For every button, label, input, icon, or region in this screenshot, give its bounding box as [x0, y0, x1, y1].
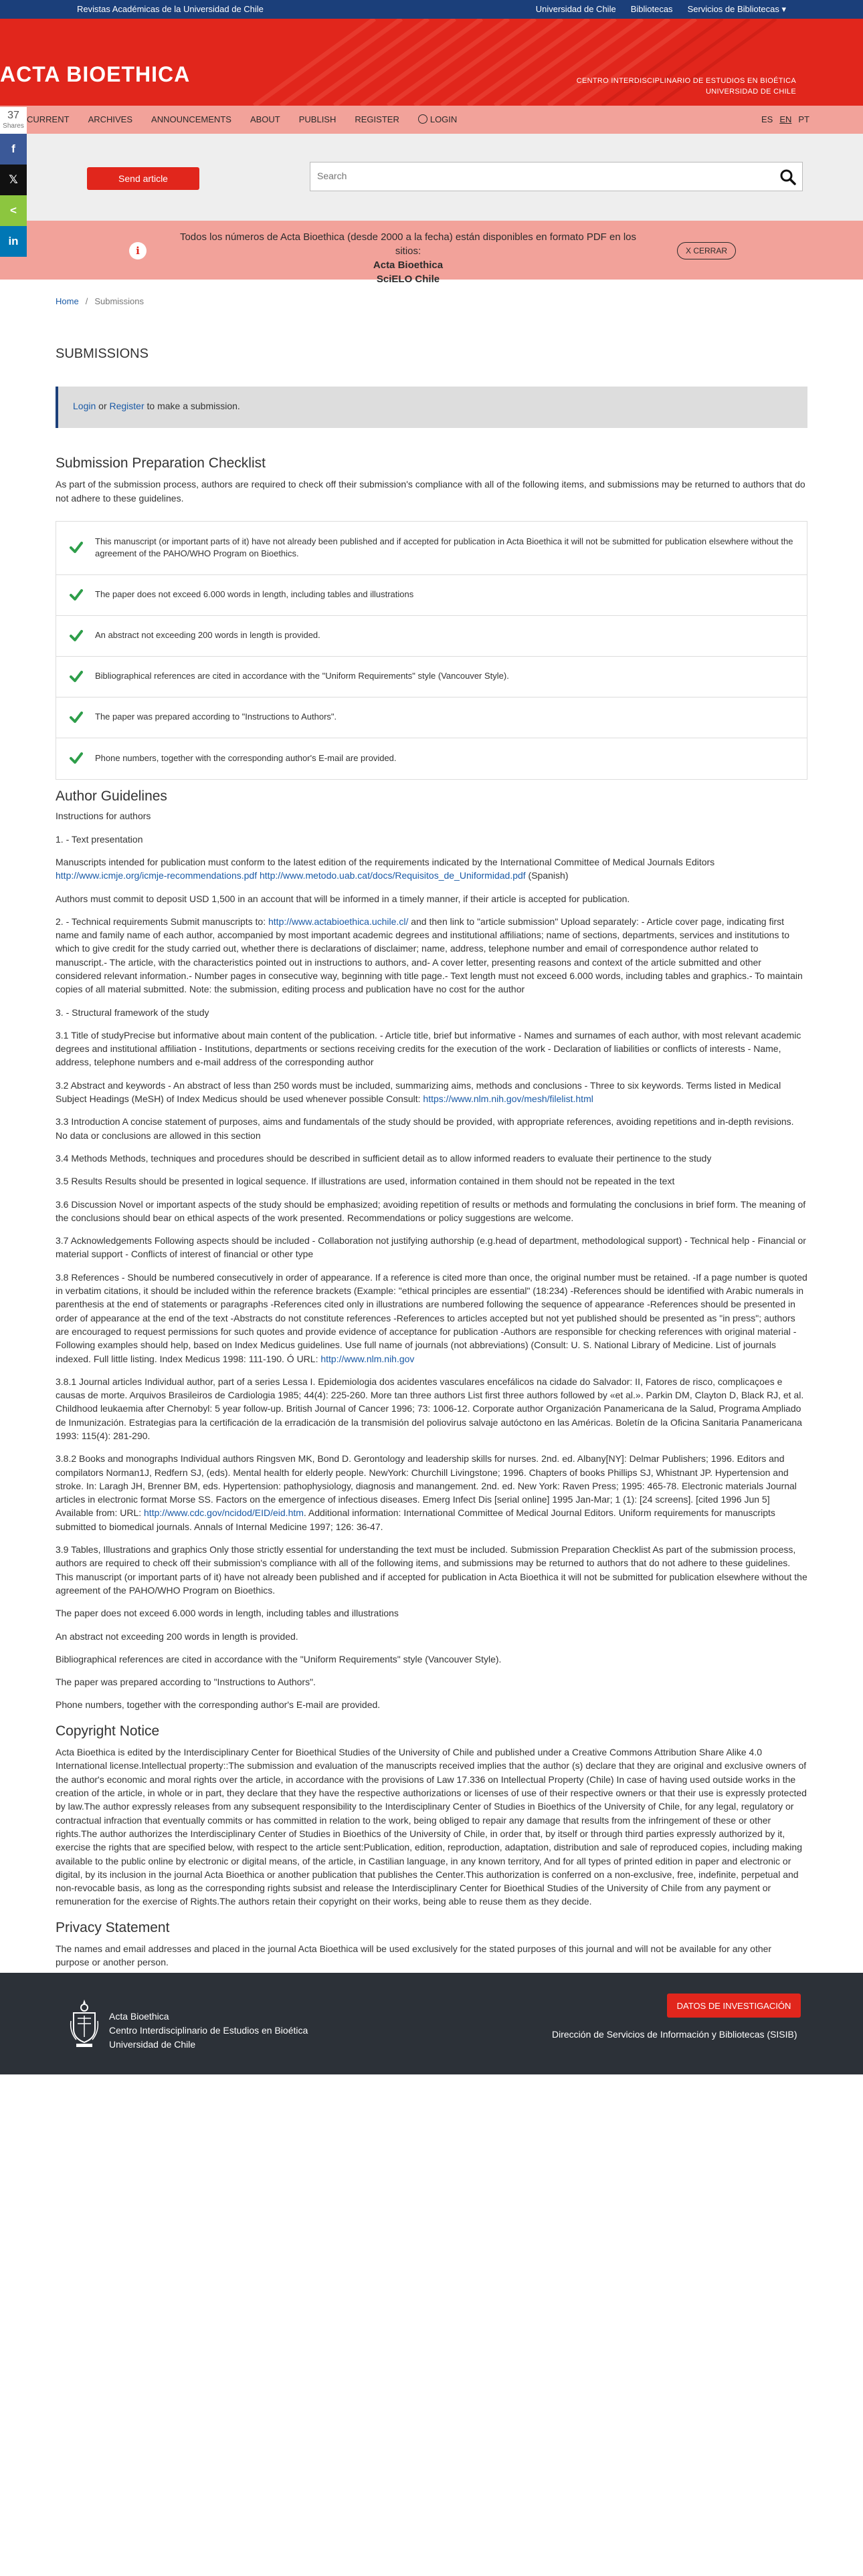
action-bar: [0, 134, 863, 221]
check-icon: [68, 587, 84, 603]
university-seal-logo: [70, 1998, 99, 2049]
notice-close-button[interactable]: X CERRAR: [677, 242, 736, 259]
utility-links: [536, 3, 786, 16]
guidelines-methods: 3.4 Methods Methods, techniques and procedures should be described in sufficient detail as to allow informed readers to evaluate their pertinence to the study: [56, 1152, 712, 1164]
checklist-item: [56, 522, 807, 575]
portal-label[interactable]: Revistas Académicas de la Universidad de Chile: [77, 3, 264, 14]
nav-item-current[interactable]: CURRENT: [27, 114, 70, 124]
sisib-link[interactable]: Dirección de Servicios de Información y Bibliotecas (SISIB): [552, 2029, 797, 2040]
guidelines-discussion: 3.6 Discussion Novel or important aspects of the study should be emphasized; avoiding repetition of results or methods and formulating the conclusions in brief form. The meaning of the conclusions should bear on ethical aspects of the work presented. Recommendations or policy suggestions are welcome.: [56, 1198, 806, 1223]
check-icon: [68, 710, 84, 726]
breadcrumb-home[interactable]: Home: [56, 296, 79, 306]
checklist-item: [56, 616, 807, 657]
login-or: or: [96, 400, 110, 411]
guidelines-books-text: 3.8.2 Books and monographs Individual authors Ringsven MK, Bond D. Gerontology and leadership skills for nurses. 2nd. ed. Albany[NY]: Delmar Publishers; 1996. Editors and compilators Norman1J, Redfern SJ, (eds). Mental health for elderly people. NewYork: Churchill Livingstone; 1996. Chapters of books Phillips SJ, Whistnant JP. Hypertension and stroke. In: Laragh JH, Brenner BM, eds. Hypertension: pathophysiology, diagnosis and manangement. 2nd. ed. New York: Raven Press; 1995: 465-78. Electronic materials Journal articles in electronic format Morse SS. Factors on the emergence of infectious diseases. Emerg Infect Dis [serial online] 1995 Jan-Mar; 1 (1): [24 screens]. [cited 1996 Jun 5] Available from: URL:: [56, 1453, 797, 1519]
guidelines-title: 3.1 Title of studyPrecise but informative about main content of the publication. - Article title, brief but informative - Names and surnames of each author, with most relevant academic degrees and institutional affiliation - Institutions, departments or sections receiving credits for the execution of the work - Declaration of liabilities or conflicts of interests - Name, address, telephone numbers and e-mail address of the corresponding author: [56, 1029, 801, 1068]
uab-link[interactable]: http://www.metodo.uab.cat/docs/Requisitos_de_Uniformidad.pdf: [260, 870, 526, 881]
guidelines-text-presentation: 1. - Text presentation: [56, 833, 143, 845]
checklist-item-text: The paper was prepared according to "Instructions to Authors".: [95, 712, 337, 722]
share-icon: <: [10, 203, 17, 217]
main-nav: [0, 106, 863, 134]
lang-en[interactable]: EN: [779, 114, 792, 124]
copyright-text: Acta Bioethica is edited by the Interdisciplinary Center for Bioethical Studies of the University of Chile and published under a Creative Commons Attribution Share Alike 4.0 International license.Intellectual property::The submission and evaluation of the manuscripts received implies that the author (s) declare that they are original and exclusive owners of the author's economic and moral rights over the article, in accordance with the provisions of Law 17.336 on Intellectual Property (Chile) In case of having used outside works in the creation of the article, in whole or in part, they declare that they have the respective authorizations or licenses of use of their respective owners or that their use is expressly protected by law.The author expressly releases from any subsequent responsibility to the Interdisciplinary Center of Studies in Bioethics of the University of Chile, for any legal, regulatory or contractual infraction that eventually commits or has committed in relation to the work, being obliged to repair any damage that results from the infringement of these or other rights.The author authorizes the Interdisciplinary Center of Studies in Bioethics of the University of Chile, in order that, by itself or through third parties expressly authorized by it, exercise the rights that are specified below, with respect to the article sent:Publication, edition, reproduction, adaptation, distribution and sale of reproduced copies, including making available to the public online by electronic or digital means, of the article, in Castilian language, in any known territory, And for all types of printed edition in paper and electronic or digital, by its inclusion in the journal Acta Bioethica or another publication that publishes the Center.This authorization is conferred on a non-exclusive, free, indefinite, perpetual and non-revocable basis, as long as the corresponding rights subsist and release the Interdisciplinary Center for Bioethical Studies of the University of Chile from any payment or remuneration for the exercise of Rights.The authors retain their copyright on their works, being able to reuse them as they decide.: [56, 1747, 807, 1907]
share-count-number: 37: [7, 110, 19, 121]
checklist-item-text: This manuscript (or important parts of it) have not already been published and if accepted for publication in Acta Bioethica it will not be submitted for publication elsewhere without the agreement of the PAHO/WHO Program on Bioethics.: [95, 536, 793, 559]
sharethis-button[interactable]: [0, 195, 27, 226]
utility-link-bibliotecas[interactable]: Bibliotecas: [630, 3, 673, 14]
breadcrumb-current: Submissions: [94, 296, 145, 306]
guidelines-phone: Phone numbers, together with the corresponding author's E-mail are provided.: [56, 1699, 381, 1711]
guidelines-word-limit: The paper does not exceed 6.000 words in length, including tables and illustrations: [56, 1608, 399, 1619]
footer-org-line2: Centro Interdisciplinario de Estudios en Bioética: [109, 2025, 308, 2036]
utility-link-servicios[interactable]: Servicios de Bibliotecas ▾: [687, 3, 786, 14]
footer-organization: [109, 2010, 308, 2052]
guidelines-references-text: 3.8 References - Should be numbered consecutively in order of appearance. If a reference is cited more than once, the original number must be retained. -If a page number is quoted in verbatim citations, it should be included within the reference brackets (Example: "ethical principles are essential" (18:234) -References should be identified with Arabic numerals in parenthesis at the end of statements or paragraphs -References cited only in illustrations are numbered following the sequence of appearance -References should be presented in order of appearance at the end of the text -Abstracts do not constitute references -References to articles accepted but not yet published should be presented as "in press"; authors are encouraged to request permissions for such quotes and provide evidence of acceptance for publication -Authors are responsible for checking references with original material -Following examples should help, based on Index Medicus guidelines. Use full name of journals (not abbreviations) (Consult: U. S. National Library of Medicine. List of journals indexed. Full little listing. Index Medicus 1998: 111-190. Ó URL:: [56, 1271, 807, 1364]
share-count-label: Shares: [3, 122, 24, 130]
guidelines-books: [56, 1452, 807, 1533]
notice-text: Todos los números de Acta Bioethica (desde 2000 a la fecha) están disponibles en formato PDF en los sitios:: [179, 231, 637, 257]
top-utility-bar: [0, 0, 863, 19]
lang-pt[interactable]: PT: [798, 114, 809, 124]
guidelines-abstract: [56, 1079, 807, 1106]
center-name-line1: CENTRO INTERDISCIPLINARIO DE ESTUDIOS EN BIOÉTICA: [576, 77, 796, 85]
guidelines-structure: 3. - Structural framework of the study: [56, 1006, 209, 1018]
nav-login-label: LOGIN: [429, 114, 458, 124]
checklist-item-text: Phone numbers, together with the corresponding author's E-mail are provided.: [95, 752, 397, 763]
footer: [0, 1973, 863, 2074]
guidelines-instructions: Instructions for authors: [56, 811, 151, 822]
linkedin-icon: in: [8, 234, 19, 247]
check-icon: [68, 750, 84, 766]
guidelines-technical-prefix: 2. - Technical requirements Submit manuscripts to:: [56, 916, 268, 927]
send-article-button[interactable]: Send article: [87, 167, 199, 190]
nav-item-register[interactable]: REGISTER: [355, 114, 399, 124]
page-title: SUBMISSIONS: [56, 346, 149, 361]
research-data-button[interactable]: DATOS DE INVESTIGACIÓN: [667, 1994, 801, 2018]
notice-link-acta[interactable]: Acta Bioethica: [373, 259, 444, 271]
main-content: [0, 296, 863, 1969]
checklist-item-text: Bibliographical references are cited in accordance with the "Uniform Requirements" style (Vancouver Style).: [95, 671, 509, 681]
info-icon: i: [129, 242, 147, 259]
guidelines-deposit: Authors must commit to deposit USD 1,500 in an account that will be informed in a timely manner, if their article is accepted for publication.: [56, 893, 630, 904]
check-icon: [68, 669, 84, 685]
share-sidebar: [0, 107, 27, 257]
mesh-link[interactable]: https://www.nlm.nih.gov/mesh/filelist.html: [423, 1093, 593, 1105]
guidelines-technical: [56, 915, 807, 996]
lang-es[interactable]: ES: [761, 114, 773, 124]
checklist-intro: As part of the submission process, authors are required to check off their submission's compliance with all of the following items, and submissions may be returned to authors that do not adhere to these guidelines.: [56, 479, 805, 504]
center-name: [577, 76, 796, 98]
cdc-link[interactable]: http://www.cdc.gov/ncidod/EID/eid.htm: [144, 1507, 304, 1519]
breadcrumb: [56, 296, 807, 308]
guidelines-technical-rest: and then link to "article submission" Upload separately: - Article cover page, indicating first name and family name of each author, accompanied by most important academic degrees and institutional affiliations; name of sections, departments, services and institutions to which to give credit for the study carried out, whether there is declarations of disclaimer; name, address, telephone number and email of correspondence author related to manuscript.- The article, with the characteristics pointed out in instructions to authors, and- A cover letter, presenting reasons and context of the article submitted and other considered relevant information.- Number pages in consecutive way, beginning with title page.- Text length must not exceed 6.000 words, including tables and graphics.- To maintain copies of all material submitted. Note: the submission, editing process and publication have no cost for the author: [56, 916, 803, 995]
journal-title[interactable]: ACTA BIOETHICA: [0, 62, 191, 86]
center-name-line2: UNIVERSIDAD DE CHILE: [706, 87, 796, 96]
guidelines-abstract-limit: An abstract not exceeding 200 words in length is provided.: [56, 1630, 298, 1642]
copyright-heading: Copyright Notice: [56, 1723, 160, 1739]
guidelines-manuscripts-text: Manuscripts intended for publication must conform to the latest edition of the requirements indicated by the International Committee of Medical Journals Editors: [56, 856, 715, 867]
notice-banner: [0, 221, 863, 285]
footer-org-line3: Universidad de Chile: [109, 2039, 196, 2050]
guidelines-abstract-text: 3.2 Abstract and keywords - An abstract of less than 250 words must be included, summarizing aims, methods and conclusions - Three to six keywords. Terms listed in Medical Subject Headings (MeSH) of Index Medicus should be used whenever possible Consult:: [56, 1079, 781, 1105]
icmje-link[interactable]: http://www.icmje.org/icmje-recommendations.pdf: [56, 870, 258, 881]
nav-item-publish[interactable]: PUBLISH: [298, 114, 337, 124]
check-icon: [68, 628, 84, 644]
guidelines-journal-articles: 3.8.1 Journal articles Individual author, part of a series Lessa I. Epidemiologia dos acidentes vasculares encefálicos na cidade do Salvador: II, Fatores de risco, complicaçoes e causas de morte. Arquivos Brasileiros de Cardiologia 1985; 44(4): 225-260. More tan three authors List first three authors followed by «et al.». Parkin DM, Clayton D, Black RJ, et al. Childhood leukaemia after Chernobyl: 5 year follow-up. British Journal of Cancer 1996; 73: 1006-12. Corporate author Organización Panamericana de la Salud, Programa Ampliado de Inmunización. Estrategias para la certificación de la erradicación de la transmisión del poliovirus salvaje autóctono en las Américas. Boletín de la Oficina Sanitaria Panamericana 1993: 115(4): 281-290.: [56, 1376, 804, 1441]
actabioethica-link[interactable]: http://www.actabioethica.uchile.cl/: [268, 916, 409, 927]
privacy-heading: Privacy Statement: [56, 1919, 170, 1935]
breadcrumb-separator: /: [85, 296, 88, 306]
guidelines-results: 3.5 Results Results should be presented in logical sequence. If illustrations are used, information contained in them should not be repeated in the text: [56, 1176, 675, 1187]
author-guidelines-heading: Author Guidelines: [56, 788, 167, 804]
guidelines-vancouver: Bibliographical references are cited in accordance with the "Uniform Requirements" style (Vancouver Style).: [56, 1653, 502, 1665]
checklist-heading: Submission Preparation Checklist: [56, 455, 266, 471]
spanish-note: (Spanish): [525, 870, 569, 881]
author-guidelines: [56, 809, 807, 1711]
notice-link-scielo[interactable]: SciELO Chile: [376, 274, 440, 285]
guidelines-tables: 3.9 Tables, Illustrations and graphics Only those strictly essential for understanding the text must be included. Submission Preparation Checklist As part of the submission process, authors are required to check off their submission's compliance with all of the following items, and submissions may be returned to authors that do not adhere to these guidelines. This manuscript (or important parts of it) have not already been published and if accepted for publication in Acta Bioethica it will not be submitted for publication elsewhere without the agreement of the PAHO/WHO Program on Bioethics.: [56, 1544, 807, 1596]
guidelines-manuscripts: [56, 855, 807, 883]
login-link[interactable]: Login: [73, 400, 96, 411]
guidelines-references: [56, 1271, 807, 1366]
checklist-item-text: An abstract not exceeding 200 words in length is provided.: [95, 630, 320, 641]
user-circle-icon: [418, 114, 427, 124]
checklist-item-text: The paper does not exceed 6.000 words in length, including tables and illustrations: [95, 589, 414, 600]
guidelines-introduction: 3.3 Introduction A concise statement of purposes, aims and fundamentals of the study should be provided, with appropriate references, avoiding repetitions and in-depth revisions. No data or conclusions are allowed in this section: [56, 1116, 794, 1141]
privacy-text: The names and email addresses and placed in the journal Acta Bioethica will be used exclusively for the stated purposes of this journal and will not be available for any other purpose or another person.: [56, 1943, 772, 1968]
search-box: [310, 162, 803, 191]
guidelines-instructions-note: The paper was prepared according to "Instructions to Authors".: [56, 1677, 316, 1688]
checklist: [56, 521, 807, 780]
guidelines-books-suffix: . Additional information: International Committee of Medical Journal Editors. Uniform requirements for manuscripts submitted to biomedical journals. Annals of Internal Medicine 1997; 126: 36-47.: [56, 1507, 775, 1532]
nav-item-login[interactable]: [418, 114, 457, 126]
facebook-share-button[interactable]: [0, 134, 27, 165]
notice-message: [167, 230, 649, 286]
checklist-item: [56, 738, 807, 779]
register-link[interactable]: Register: [109, 400, 145, 411]
x-share-button[interactable]: [0, 165, 27, 195]
footer-org-line1: Acta Bioethica: [109, 2011, 169, 2022]
checklist-item: [56, 657, 807, 697]
login-prompt: [56, 387, 807, 428]
login-suffix: to make a submission.: [144, 400, 240, 411]
check-icon: [68, 540, 84, 556]
facebook-icon: f: [11, 142, 15, 155]
linkedin-share-button[interactable]: [0, 226, 27, 257]
search-icon[interactable]: [779, 169, 797, 186]
x-icon: 𝕏: [9, 173, 18, 186]
utility-link-uchile[interactable]: Universidad de Chile: [535, 3, 616, 14]
checklist-item: [56, 575, 807, 616]
search-input[interactable]: [310, 163, 765, 189]
nav-item-about[interactable]: ABOUT: [250, 114, 280, 124]
guidelines-acknowledgements: 3.7 Acknowledgements Following aspects should be included - Collaboration not justifying authorship (e.g.head of department, methodological support) - Technical help - Financial or material support - Conflicts of interest of financial or other type: [56, 1235, 806, 1260]
checklist-item: [56, 697, 807, 738]
nav-items: [27, 114, 761, 126]
header-banner: [0, 19, 863, 106]
nav-item-announcements[interactable]: ANNOUNCEMENTS: [151, 114, 231, 124]
language-switcher: [761, 114, 809, 126]
nlm-link[interactable]: http://www.nlm.nih.gov: [320, 1353, 415, 1364]
share-count: [0, 107, 27, 134]
nav-item-archives[interactable]: ARCHIVES: [88, 114, 133, 124]
